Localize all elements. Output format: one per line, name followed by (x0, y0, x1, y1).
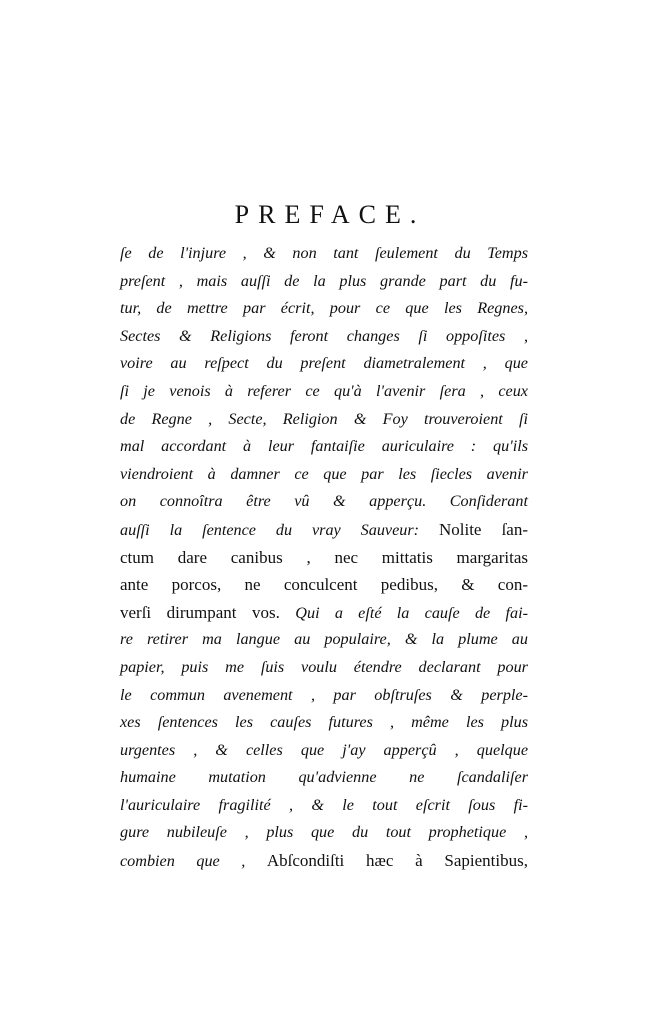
latin-text: verſi dirumpant vos. (120, 602, 296, 622)
text-line (120, 268, 528, 296)
french-text: Qui a eſté la cauſe de fai- (295, 603, 528, 622)
french-text: papier, puis me ſuis voulu étendre declarant pour (120, 657, 528, 676)
text-line (120, 295, 528, 323)
french-text: viendroient à damner ce que par les ſiecles avenir (120, 464, 528, 483)
text-line (120, 682, 528, 710)
french-text: l'auriculaire fragilité , & le tout eſcrit ſous fi- (120, 795, 528, 814)
latin-text: Abſcondiſti hæc à Sapientibus, (266, 851, 528, 871)
latin-text: Nolite ſan- (438, 519, 529, 539)
text-line (120, 626, 528, 654)
french-text: re retirer ma langue au populaire, & la plume au (120, 630, 528, 649)
latin-text: ante porcos, ne conculcent pedibus, & con- (120, 575, 528, 595)
french-text: xes ſentences les cauſes futures , même les plus (120, 713, 528, 732)
text-line (120, 571, 528, 599)
latin-text: ctum dare canibus , nec mittatis margaritas (120, 547, 528, 567)
french-text: de Regne , Secte, Religion & Foy trouveroient ſi (120, 409, 528, 428)
french-text: ſe de l'injure , & non tant ſeulement du Temps (120, 244, 528, 262)
text-line (120, 516, 528, 544)
text-line (120, 406, 528, 434)
text-line (120, 350, 528, 378)
text-line (120, 654, 528, 682)
text-line (120, 323, 528, 351)
french-text: voire au reſpect du preſent diametralement , que (120, 354, 528, 373)
text-line (120, 764, 528, 792)
french-text: ſi je venois à referer ce qu'à l'avenir ſera , ceux (120, 381, 528, 400)
french-text: combien que , (120, 852, 267, 871)
text-line (120, 599, 528, 627)
french-text: Sectes & Religions feront changes ſi oppoſites , (120, 326, 528, 345)
french-text: mal accordant à leur fantaiſie auriculaire : qu'ils (120, 437, 528, 456)
french-text: urgentes , & celles que j'ay apperçû , quelque (120, 740, 528, 759)
french-text: humaine mutation qu'advienne ne ſcandaliſer (120, 768, 528, 787)
french-text: tur, de mettre par écrit, pour ce que les Regnes, (120, 299, 528, 318)
french-text: auſſi la ſentence du vray Sauveur: (120, 520, 439, 539)
text-line (120, 378, 528, 406)
text-line (120, 240, 528, 268)
french-text: le commun avenement , par obſtruſes & perple- (120, 685, 528, 704)
text-line (120, 737, 528, 765)
text-line (120, 544, 528, 572)
text-line (120, 847, 528, 875)
french-text: on connoîtra être vû & apperçu. Conſiderant (120, 492, 528, 511)
french-text: preſent , mais auſſi de la plus grande part du fu- (120, 271, 528, 290)
text-line (120, 433, 528, 461)
page-heading: PREFACE. (234, 200, 426, 229)
french-text: gure nubileuſe , plus que du tout prophetique , (120, 823, 528, 842)
text-line (120, 461, 528, 489)
text-line (120, 792, 528, 820)
text-line (120, 488, 528, 516)
text-line (120, 709, 528, 737)
body-text (120, 240, 528, 875)
text-line (120, 819, 528, 847)
